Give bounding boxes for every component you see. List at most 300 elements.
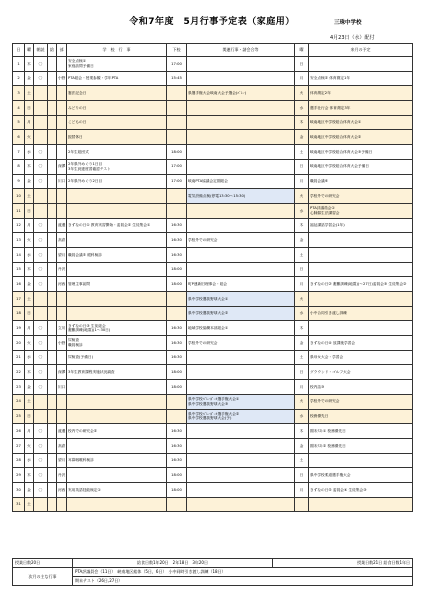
dow2-cell: 土 — [295, 350, 309, 365]
check-cell — [34, 394, 48, 409]
dept-cell: 河西 — [57, 482, 67, 497]
dept-cell — [57, 130, 67, 145]
dismiss-cell: 16:30 — [167, 321, 187, 336]
related-cell — [187, 482, 295, 497]
school-name: 三珠中学校 — [334, 20, 362, 26]
check-cell: 〇 — [34, 365, 48, 380]
day-cell: 28 — [13, 453, 25, 468]
event-cell: PTA総会・授業参観・学年PTA — [67, 71, 167, 86]
table-row — [13, 130, 413, 145]
next-cell: 峡南地区中学校総合体育大会② — [309, 130, 413, 145]
table-row — [13, 115, 413, 130]
club-cell — [48, 292, 57, 307]
dept-cell — [57, 145, 67, 160]
totals-next-month: 授業日数21日 給食日数1年日 — [273, 559, 413, 568]
club-cell — [48, 365, 57, 380]
day-cell: 17 — [13, 292, 25, 307]
next-cell: 福祉講話学習会(1年) — [309, 218, 413, 233]
table-row — [13, 218, 413, 233]
dow2-cell: 木 — [295, 321, 309, 336]
next-cell: 選手壮行会 体育測定3年 — [309, 101, 413, 116]
related-cell — [187, 115, 295, 130]
table-row — [13, 203, 413, 218]
dow-cell: 月 — [25, 321, 34, 336]
next-cell: きずなの日④ 放課後学習会 — [309, 336, 413, 351]
dow-cell: 木 — [25, 57, 34, 72]
header-dow: 曜 — [25, 44, 34, 57]
check-cell — [34, 306, 48, 321]
dow-cell: 金 — [25, 482, 34, 497]
related-cell — [187, 71, 295, 86]
dept-cell — [57, 189, 67, 204]
dow2-cell: 月 — [295, 71, 309, 86]
event-cell — [67, 394, 167, 409]
event-cell: 3年生教育課程実施状況調査 — [67, 365, 167, 380]
day-cell: 2 — [13, 71, 25, 86]
day-cell: 29 — [13, 468, 25, 483]
dept-cell: 小野 — [57, 71, 67, 86]
dow-cell: 日 — [25, 306, 34, 321]
club-cell — [48, 306, 57, 321]
day-cell: 24 — [13, 394, 25, 409]
dow-cell: 木 — [25, 262, 34, 277]
day-cell: 9 — [13, 174, 25, 189]
dismiss-cell: 17:00 — [167, 174, 187, 189]
club-cell — [48, 468, 57, 483]
dept-cell: 丹沢 — [57, 468, 67, 483]
check-cell — [34, 115, 48, 130]
club-cell — [48, 159, 57, 174]
club-cell — [48, 145, 57, 160]
dow-cell: 水 — [25, 453, 34, 468]
table-row — [13, 321, 413, 336]
footer-line1: PTA評議員会（11日） 峡南地区総体（5日，6日） 小中同時引き渡し訓練（18日） — [73, 568, 413, 577]
day-cell: 10 — [13, 189, 25, 204]
check-cell: 〇 — [34, 380, 48, 395]
next-cell — [309, 292, 413, 307]
related-cell: 地域学校協働本部総会① — [187, 321, 295, 336]
check-cell: 〇 — [34, 321, 48, 336]
day-cell: 13 — [13, 233, 25, 248]
next-cell — [309, 233, 413, 248]
related-cell: 電気設備点検(停電13:30～15:30) — [187, 189, 295, 204]
dismiss-cell: 18:00 — [167, 365, 187, 380]
club-cell — [48, 247, 57, 262]
day-cell: 21 — [13, 350, 25, 365]
check-cell: 〇 — [34, 218, 48, 233]
related-cell: 町P連新旧理事会・総会 — [187, 277, 295, 292]
table-row — [13, 159, 413, 174]
table-row — [13, 262, 413, 277]
day-cell: 14 — [13, 247, 25, 262]
table-row — [13, 233, 413, 248]
dept-cell: 河西 — [57, 277, 67, 292]
next-cell: 校務優先日 — [309, 409, 413, 424]
next-cell: きずなの日② 避難訓練(地震)(～27日)委員会③ 生徒集会② — [309, 277, 413, 292]
check-cell: 〇 — [34, 453, 48, 468]
related-cell — [187, 424, 295, 439]
related-cell — [187, 203, 295, 218]
related-cell — [187, 247, 295, 262]
check-cell — [34, 497, 48, 512]
header-dow2: 曜 — [295, 44, 309, 57]
event-cell: 実用英語技能検定① — [67, 482, 167, 497]
day-cell: 18 — [13, 306, 25, 321]
dept-cell — [57, 409, 67, 424]
check-cell — [34, 409, 48, 424]
dismiss-cell: 17:00 — [167, 159, 187, 174]
event-cell: 尿検査(予備日) — [67, 350, 167, 365]
check-cell: 〇 — [34, 145, 48, 160]
event-cell: 2年県外めぐり2日目 — [67, 174, 167, 189]
event-cell — [67, 292, 167, 307]
day-cell: 26 — [13, 424, 25, 439]
dismiss-cell: 16:30 — [167, 218, 187, 233]
dismiss-cell — [167, 306, 187, 321]
next-cell: 峡南地区中学校総合体育大会予備日 — [309, 159, 413, 174]
day-cell: 25 — [13, 409, 25, 424]
dismiss-cell: 18:00 — [167, 262, 187, 277]
event-cell: みどりの日 — [67, 101, 167, 116]
event-cell — [67, 306, 167, 321]
dow2-cell: 水 — [295, 101, 309, 116]
check-cell — [34, 189, 48, 204]
related-cell — [187, 145, 295, 160]
event-cell: きずなの日① 教育実習開始・委員会② 生徒集会① — [67, 218, 167, 233]
dismiss-cell: 18:00 — [167, 482, 187, 497]
header-dept: 部 — [57, 44, 67, 57]
dow2-cell: 日 — [295, 262, 309, 277]
day-cell: 6 — [13, 130, 25, 145]
dow2-cell: 水 — [295, 203, 309, 218]
dept-cell — [57, 292, 67, 307]
next-cell — [309, 57, 413, 72]
table-row — [13, 145, 413, 160]
check-cell — [34, 292, 48, 307]
club-cell — [48, 336, 57, 351]
related-cell — [187, 453, 295, 468]
related-cell: 学校外での研究会 — [187, 233, 295, 248]
dismiss-cell: 17:00 — [167, 57, 187, 72]
page-title: 令和7年度 5月行事予定表（家庭用） — [129, 17, 295, 27]
dismiss-cell — [167, 394, 187, 409]
day-cell: 4 — [13, 101, 25, 116]
dow2-cell: 水 — [295, 306, 309, 321]
dow-cell: 木 — [25, 365, 34, 380]
table-row — [13, 277, 413, 292]
club-cell — [48, 71, 57, 86]
issue-date: 4月23日（水）配付 — [330, 35, 375, 41]
day-cell: 1 — [13, 57, 25, 72]
header-club: 給 — [48, 44, 57, 57]
event-cell: 2年県外めぐり1日目 3年生到達度習確認テスト — [67, 159, 167, 174]
dismiss-cell: 18:00 — [167, 277, 187, 292]
related-cell: 学校外での研究会 — [187, 336, 295, 351]
next-cell: 学校外での研究会 — [309, 189, 413, 204]
dept-cell — [57, 203, 67, 218]
club-cell — [48, 115, 57, 130]
dow-cell: 金 — [25, 277, 34, 292]
club-cell — [48, 438, 57, 453]
day-cell: 8 — [13, 159, 25, 174]
table-row — [13, 380, 413, 395]
table-row — [13, 336, 413, 351]
dow2-cell — [295, 497, 309, 512]
dow2-cell: 金 — [295, 438, 309, 453]
dept-cell — [57, 101, 67, 116]
dow-cell: 日 — [25, 101, 34, 116]
day-cell: 16 — [13, 277, 25, 292]
dow-cell: 火 — [25, 130, 34, 145]
club-cell — [48, 101, 57, 116]
dow2-cell: 月 — [295, 380, 309, 395]
dismiss-cell: 16:30 — [167, 438, 187, 453]
club-cell — [48, 262, 57, 277]
club-cell — [48, 409, 57, 424]
dow2-cell: 土 — [295, 247, 309, 262]
dept-cell: 小野 — [57, 336, 67, 351]
dismiss-cell: 18:00 — [167, 145, 187, 160]
dow-cell: 土 — [25, 497, 34, 512]
next-cell: 校内誌③ — [309, 380, 413, 395]
dept-cell: 深澤 — [57, 159, 67, 174]
event-cell: 憲法記念日 — [67, 86, 167, 101]
check-cell: 〇 — [34, 350, 48, 365]
dismiss-cell: 16:30 — [167, 453, 187, 468]
day-cell: 19 — [13, 321, 25, 336]
event-cell — [67, 468, 167, 483]
event-cell: 管理主事訪問 — [67, 277, 167, 292]
club-cell — [48, 189, 57, 204]
related-cell — [187, 262, 295, 277]
dismiss-cell: 16:30 — [167, 424, 187, 439]
dow2-cell: 水 — [295, 409, 309, 424]
table-row — [13, 189, 413, 204]
schedule-table — [12, 43, 413, 512]
table-header — [13, 44, 413, 57]
dow2-cell: 金 — [295, 233, 309, 248]
check-cell: 〇 — [34, 424, 48, 439]
table-row — [13, 394, 413, 409]
related-cell — [187, 57, 295, 72]
dept-cell: 高倉 — [57, 438, 67, 453]
club-cell — [48, 497, 57, 512]
dow2-cell: 金 — [295, 336, 309, 351]
event-cell — [67, 233, 167, 248]
event-cell: 安全点検① 家庭訪問予備日 — [67, 57, 167, 72]
check-cell: 〇 — [34, 438, 48, 453]
header-event: 学 校 行 事 — [67, 44, 167, 57]
dept-cell: 望月 — [57, 247, 67, 262]
dow-cell: 月 — [25, 115, 34, 130]
next-cell: PTA評議員会① 心肺蘇生法講習会 — [309, 203, 413, 218]
related-cell — [187, 130, 295, 145]
club-cell — [48, 130, 57, 145]
event-cell — [67, 262, 167, 277]
day-cell: 31 — [13, 497, 25, 512]
dow-cell: 日 — [25, 203, 34, 218]
next-cell — [309, 247, 413, 262]
footer-label: 次月の主な行事 — [13, 568, 73, 586]
dept-cell: 望月 — [57, 453, 67, 468]
related-cell: 県選手権大会峡南大会予選会(ﾊﾞﾚｰ) — [187, 86, 295, 101]
dept-cell — [57, 86, 67, 101]
check-cell — [34, 203, 48, 218]
dow-cell: 土 — [25, 189, 34, 204]
table-row — [13, 292, 413, 307]
dow2-cell: 木 — [295, 115, 309, 130]
next-cell: きずなの日⑤ 委員会④ 生徒集会③ — [309, 482, 413, 497]
event-cell: きずなの日③ 生徒総会 避難訓練(地震)(1～30日) — [67, 321, 167, 336]
dept-cell — [57, 394, 67, 409]
club-cell — [48, 482, 57, 497]
dismiss-cell: 16:30 — [167, 336, 187, 351]
related-cell — [187, 468, 295, 483]
table-row — [13, 468, 413, 483]
header-next: 来月の予定 — [309, 44, 413, 57]
totals-lunch-days: 給食日数1年20日 2年18日 3年20日 — [73, 559, 273, 568]
day-cell: 7 — [13, 145, 25, 160]
event-cell — [67, 189, 167, 204]
next-cell — [309, 321, 413, 336]
day-cell: 12 — [13, 218, 25, 233]
day-cell: 30 — [13, 482, 25, 497]
dow2-cell: 火 — [295, 189, 309, 204]
dismiss-cell — [167, 203, 187, 218]
club-cell — [48, 394, 57, 409]
dismiss-cell: 18:00 — [167, 468, 187, 483]
related-cell — [187, 218, 295, 233]
related-cell — [187, 350, 295, 365]
dismiss-cell — [167, 189, 187, 204]
event-cell: 耳鼻咽喉科検診 — [67, 453, 167, 468]
dept-cell: 川口 — [57, 174, 67, 189]
table-row — [13, 247, 413, 262]
dismiss-cell: 15:45 — [167, 71, 187, 86]
table-row — [13, 57, 413, 72]
next-cell: 峡南地区中学校総合体育大会① — [309, 115, 413, 130]
next-cell — [309, 497, 413, 512]
dow2-cell: 金 — [295, 130, 309, 145]
dept-cell: 深澤 — [57, 365, 67, 380]
related-cell: 県中学校ﾊﾞﾚｰﾎﾞｰﾙ選手権大会② 県中学校選抜野球大会(予) — [187, 409, 295, 424]
table-row — [13, 101, 413, 116]
club-cell — [48, 233, 57, 248]
next-cell: 県中学校柔道選手権大会 — [309, 468, 413, 483]
related-cell: 峡南PTA協議会定期総会 — [187, 174, 295, 189]
table-row — [13, 453, 413, 468]
dow-cell: 木 — [25, 468, 34, 483]
dow-cell: 月 — [25, 424, 34, 439]
dow-cell: 火 — [25, 438, 34, 453]
table-row — [13, 409, 413, 424]
next-cell — [309, 262, 413, 277]
dept-cell: 渡邉 — [57, 424, 67, 439]
next-cell: 体育測定2年 — [309, 86, 413, 101]
club-cell — [48, 86, 57, 101]
dow2-cell: 日 — [295, 468, 309, 483]
next-cell: グラウンド・ゴルフ大会 — [309, 365, 413, 380]
dismiss-cell — [167, 292, 187, 307]
event-cell: 2年生総団式 — [67, 145, 167, 160]
day-cell: 15 — [13, 262, 25, 277]
dow2-cell: 日 — [295, 365, 309, 380]
check-cell: 〇 — [34, 262, 48, 277]
dow-cell: 木 — [25, 159, 34, 174]
next-cell: 学校外での研究会 — [309, 394, 413, 409]
dow2-cell: 日 — [295, 159, 309, 174]
day-cell: 5 — [13, 115, 25, 130]
table-row — [13, 306, 413, 321]
dept-cell — [57, 57, 67, 72]
table-row — [13, 497, 413, 512]
related-cell — [187, 159, 295, 174]
related-cell — [187, 365, 295, 380]
check-cell: 〇 — [34, 174, 48, 189]
dismiss-cell — [167, 101, 187, 116]
dow2-cell: 月 — [295, 174, 309, 189]
dept-cell — [57, 115, 67, 130]
check-cell: 〇 — [34, 159, 48, 174]
table-row — [13, 86, 413, 101]
dow2-cell: 土 — [295, 453, 309, 468]
dow2-cell: 木 — [295, 218, 309, 233]
event-cell: こどもの日 — [67, 115, 167, 130]
event-cell: 職員会議⑤ 眼科検診 — [67, 247, 167, 262]
day-cell: 11 — [13, 203, 25, 218]
next-cell: 期末ﾃｽﾄ② 校務優先日 — [309, 438, 413, 453]
club-cell — [48, 321, 57, 336]
club-cell — [48, 453, 57, 468]
dow-cell: 水 — [25, 145, 34, 160]
dept-cell — [57, 306, 67, 321]
day-cell: 20 — [13, 336, 25, 351]
dow-cell: 金 — [25, 380, 34, 395]
event-cell: 振替休日 — [67, 130, 167, 145]
event-cell — [67, 438, 167, 453]
related-cell — [187, 497, 295, 512]
dow-cell: 土 — [25, 394, 34, 409]
dismiss-cell: 16:30 — [167, 350, 187, 365]
day-cell: 27 — [13, 438, 25, 453]
dismiss-cell — [167, 497, 187, 512]
check-cell: 〇 — [34, 57, 48, 72]
dow-cell: 火 — [25, 336, 34, 351]
club-cell — [48, 424, 57, 439]
dismiss-cell: 18:00 — [167, 380, 187, 395]
dow-cell: 金 — [25, 174, 34, 189]
dow-cell: 金 — [25, 71, 34, 86]
dow-cell: 火 — [25, 233, 34, 248]
dept-cell: 立川 — [57, 321, 67, 336]
header-related: 関連行事・諸会合等 — [187, 44, 295, 57]
dismiss-cell: 16:30 — [167, 247, 187, 262]
check-cell: 〇 — [34, 71, 48, 86]
day-cell: 3 — [13, 86, 25, 101]
dismiss-cell — [167, 115, 187, 130]
related-cell: 県中学校選抜野球大会② — [187, 306, 295, 321]
dow2-cell: 火 — [295, 86, 309, 101]
dismiss-cell: 16:30 — [167, 233, 187, 248]
event-cell — [67, 497, 167, 512]
related-cell: 県中学校ﾊﾞﾚｰﾎﾞｰﾙ選手権大会① 県中学校選抜野球大会③ — [187, 394, 295, 409]
related-cell: 県中学校選抜野球大会① — [187, 292, 295, 307]
next-cell: 県母女大会・学習会 — [309, 350, 413, 365]
dow2-cell: 月 — [295, 482, 309, 497]
related-cell — [187, 101, 295, 116]
event-cell: 尿検査 職員検診 — [67, 336, 167, 351]
dow2-cell: 火 — [295, 292, 309, 307]
